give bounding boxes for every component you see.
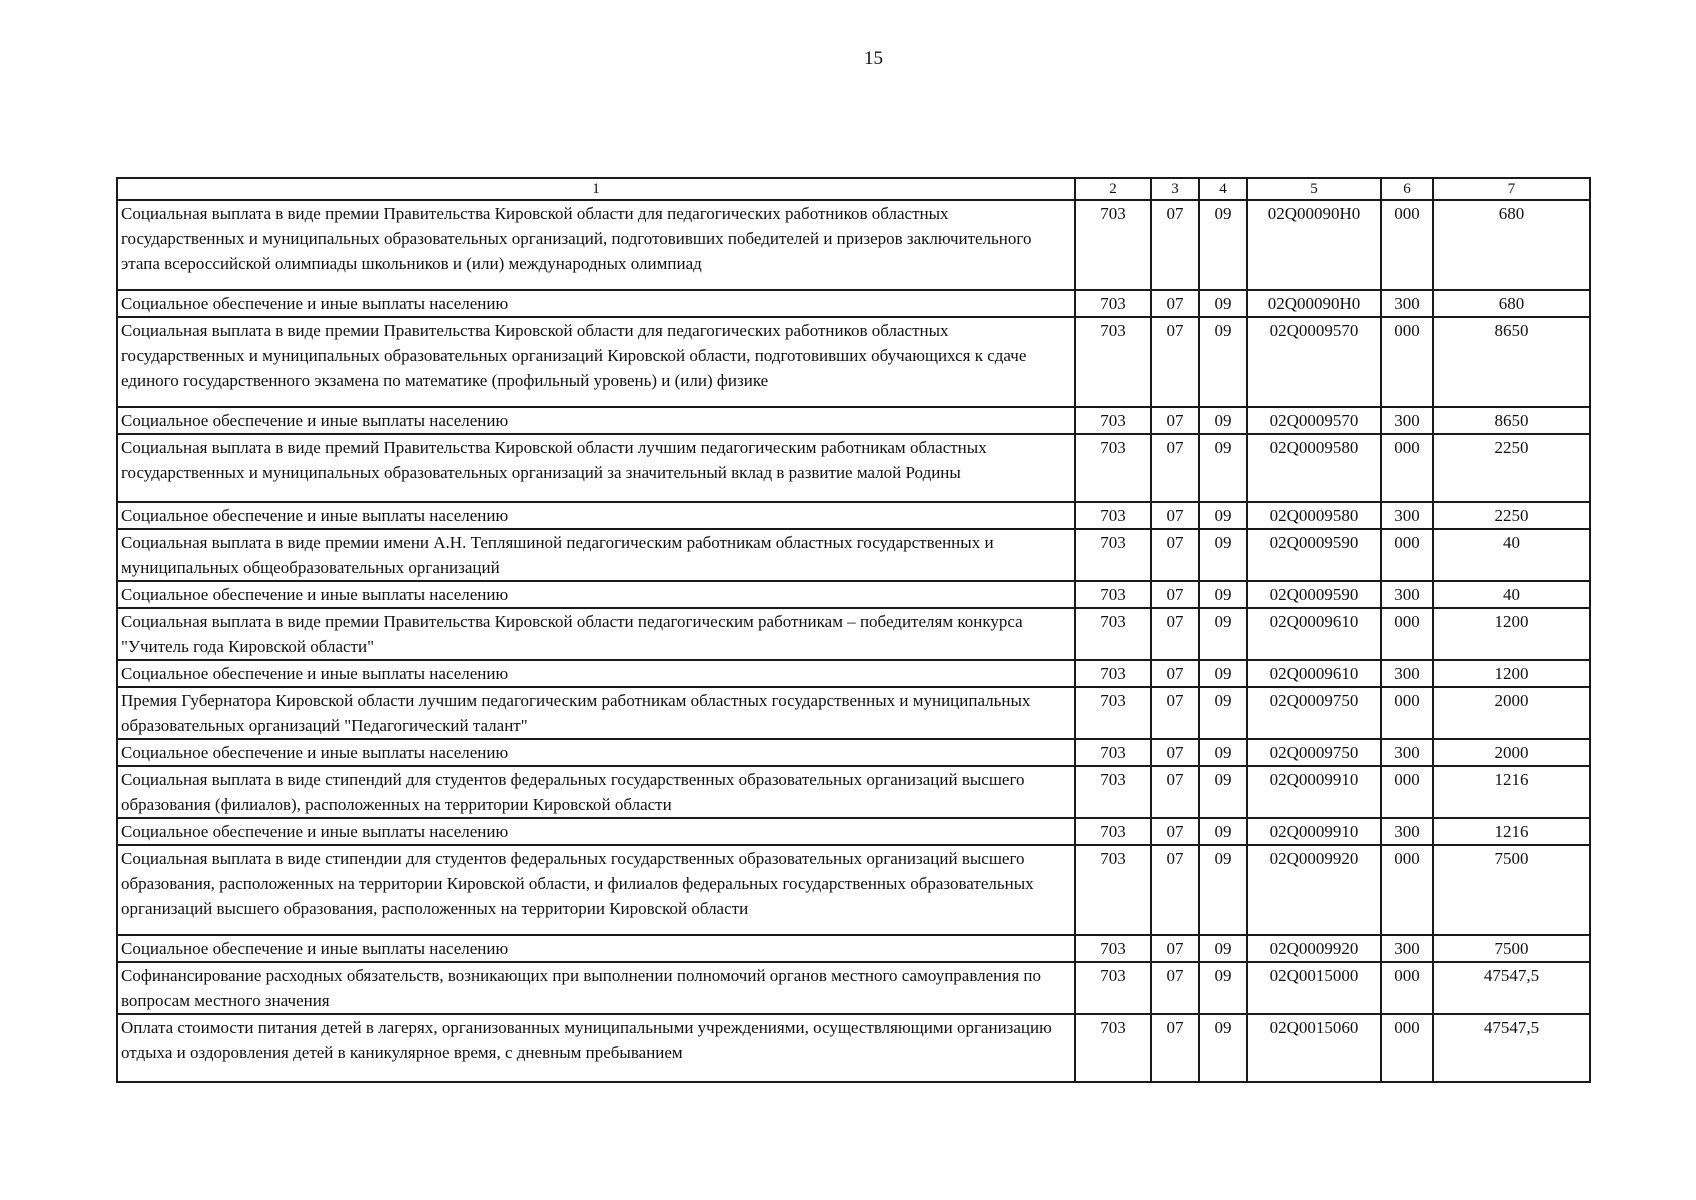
cell-name: Социальная выплата в виде стипендий для студентов федеральных государственных образовательных организаций высшего образования (филиалов), расположенных на территории Кировской области (117, 766, 1075, 818)
table-row (117, 739, 1590, 766)
cell-amount: 7500 (1433, 935, 1590, 962)
table-row (117, 608, 1590, 660)
cell-subsection: 09 (1199, 935, 1247, 962)
cell-subsection: 09 (1199, 962, 1247, 1014)
table-row (117, 434, 1590, 502)
cell-section: 07 (1151, 502, 1199, 529)
table-row (117, 290, 1590, 317)
cell-subsection: 09 (1199, 687, 1247, 739)
cell-section: 07 (1151, 935, 1199, 962)
cell-target-article: 02Q0015000 (1247, 962, 1381, 1014)
cell-name: Социальное обеспечение и иные выплаты населению (117, 407, 1075, 434)
cell-name: Социальное обеспечение и иные выплаты населению (117, 739, 1075, 766)
cell-subsection: 09 (1199, 660, 1247, 687)
cell-expense-type: 000 (1381, 962, 1433, 1014)
table-row (117, 581, 1590, 608)
table-row (117, 502, 1590, 529)
table-body (117, 200, 1590, 1082)
cell-grbs: 703 (1075, 1014, 1151, 1082)
cell-expense-type: 000 (1381, 200, 1433, 290)
cell-expense-type: 000 (1381, 845, 1433, 935)
table-header-row (117, 178, 1590, 200)
cell-amount: 2000 (1433, 687, 1590, 739)
cell-grbs: 703 (1075, 935, 1151, 962)
cell-subsection: 09 (1199, 1014, 1247, 1082)
cell-name: Оплата стоимости питания детей в лагерях, организованных муниципальными учреждениями, осуществляющими организацию отдыха и оздоровления детей в каникулярное время, с дневным пребыванием (117, 1014, 1075, 1082)
cell-expense-type: 000 (1381, 529, 1433, 581)
cell-expense-type: 300 (1381, 660, 1433, 687)
cell-target-article: 02Q0009590 (1247, 581, 1381, 608)
cell-name: Социальное обеспечение и иные выплаты населению (117, 660, 1075, 687)
cell-grbs: 703 (1075, 739, 1151, 766)
cell-subsection: 09 (1199, 581, 1247, 608)
cell-subsection: 09 (1199, 608, 1247, 660)
cell-section: 07 (1151, 766, 1199, 818)
cell-grbs: 703 (1075, 407, 1151, 434)
cell-target-article: 02Q0009910 (1247, 766, 1381, 818)
cell-amount: 8650 (1433, 317, 1590, 407)
cell-subsection: 09 (1199, 845, 1247, 935)
cell-target-article: 02Q00090H0 (1247, 200, 1381, 290)
table-row (117, 962, 1590, 1014)
cell-section: 07 (1151, 818, 1199, 845)
cell-subsection: 09 (1199, 766, 1247, 818)
cell-name: Социальная выплата в виде стипендии для студентов федеральных государственных образовательных организаций высшего образования, расположенных на территории Кировской области, и филиалов федеральных государственных образовательных организаций высшего образования, расположенных на территории Кировской области (117, 845, 1075, 935)
cell-expense-type: 000 (1381, 434, 1433, 502)
cell-target-article: 02Q0009610 (1247, 660, 1381, 687)
cell-amount: 2250 (1433, 434, 1590, 502)
cell-section: 07 (1151, 739, 1199, 766)
cell-grbs: 703 (1075, 818, 1151, 845)
cell-target-article: 02Q0009750 (1247, 687, 1381, 739)
cell-expense-type: 000 (1381, 317, 1433, 407)
cell-section: 07 (1151, 581, 1199, 608)
cell-target-article: 02Q00090H0 (1247, 290, 1381, 317)
cell-expense-type: 000 (1381, 1014, 1433, 1082)
cell-section: 07 (1151, 200, 1199, 290)
column-header-grbs: 2 (1075, 178, 1151, 200)
cell-name: Софинансирование расходных обязательств, возникающих при выполнении полномочий органов местного самоуправления по вопросам местного значения (117, 962, 1075, 1014)
cell-subsection: 09 (1199, 502, 1247, 529)
cell-target-article: 02Q0009920 (1247, 935, 1381, 962)
cell-section: 07 (1151, 290, 1199, 317)
cell-amount: 47547,5 (1433, 962, 1590, 1014)
cell-target-article: 02Q0009910 (1247, 818, 1381, 845)
table-row (117, 935, 1590, 962)
cell-expense-type: 300 (1381, 818, 1433, 845)
cell-section: 07 (1151, 660, 1199, 687)
cell-subsection: 09 (1199, 818, 1247, 845)
cell-expense-type: 300 (1381, 407, 1433, 434)
cell-expense-type: 300 (1381, 290, 1433, 317)
cell-section: 07 (1151, 608, 1199, 660)
cell-expense-type: 300 (1381, 502, 1433, 529)
cell-target-article: 02Q0009590 (1247, 529, 1381, 581)
cell-amount: 47547,5 (1433, 1014, 1590, 1082)
cell-amount: 680 (1433, 290, 1590, 317)
cell-section: 07 (1151, 317, 1199, 407)
cell-target-article: 02Q0009580 (1247, 502, 1381, 529)
table-row (117, 687, 1590, 739)
cell-amount: 680 (1433, 200, 1590, 290)
cell-grbs: 703 (1075, 502, 1151, 529)
cell-target-article: 02Q0009570 (1247, 317, 1381, 407)
cell-grbs: 703 (1075, 317, 1151, 407)
budget-table (116, 177, 1591, 1083)
table-row (117, 407, 1590, 434)
cell-subsection: 09 (1199, 317, 1247, 407)
cell-section: 07 (1151, 687, 1199, 739)
cell-name: Социальная выплата в виде премии Правительства Кировской области для педагогических работников областных государственных и муниципальных образовательных организаций Кировской области, подготовивших обучающихся к сдаче единого государственного экзамена по математике (профильный уровень) и (или) физике (117, 317, 1075, 407)
cell-expense-type: 000 (1381, 687, 1433, 739)
cell-amount: 7500 (1433, 845, 1590, 935)
cell-amount: 8650 (1433, 407, 1590, 434)
cell-amount: 2000 (1433, 739, 1590, 766)
cell-amount: 40 (1433, 529, 1590, 581)
cell-target-article: 02Q0009580 (1247, 434, 1381, 502)
cell-amount: 1216 (1433, 818, 1590, 845)
cell-expense-type: 300 (1381, 581, 1433, 608)
table-row (117, 1014, 1590, 1082)
cell-subsection: 09 (1199, 200, 1247, 290)
cell-section: 07 (1151, 1014, 1199, 1082)
column-header-amount: 7 (1433, 178, 1590, 200)
column-header-name: 1 (117, 178, 1075, 200)
cell-subsection: 09 (1199, 290, 1247, 317)
cell-name: Социальная выплата в виде премии Правительства Кировской области для педагогических работников областных государственных и муниципальных образовательных организаций, подготовивших победителей и призеров заключительного этапа всероссийской олимпиады школьников и (или) международных олимпиад (117, 200, 1075, 290)
cell-grbs: 703 (1075, 290, 1151, 317)
cell-grbs: 703 (1075, 581, 1151, 608)
cell-section: 07 (1151, 845, 1199, 935)
cell-name: Социальная выплата в виде премий Правительства Кировской области лучшим педагогическим работникам областных государственных и муниципальных образовательных организаций за значительный вклад в развитие малой Родины (117, 434, 1075, 502)
cell-amount: 1200 (1433, 660, 1590, 687)
column-header-target-article: 5 (1247, 178, 1381, 200)
cell-expense-type: 000 (1381, 608, 1433, 660)
cell-expense-type: 000 (1381, 766, 1433, 818)
cell-subsection: 09 (1199, 434, 1247, 502)
table-row (117, 818, 1590, 845)
table-row (117, 766, 1590, 818)
cell-grbs: 703 (1075, 845, 1151, 935)
cell-section: 07 (1151, 407, 1199, 434)
cell-subsection: 09 (1199, 739, 1247, 766)
cell-target-article: 02Q0009920 (1247, 845, 1381, 935)
cell-name: Социальное обеспечение и иные выплаты населению (117, 818, 1075, 845)
cell-section: 07 (1151, 529, 1199, 581)
cell-target-article: 02Q0009570 (1247, 407, 1381, 434)
cell-amount: 40 (1433, 581, 1590, 608)
cell-name: Социальная выплата в виде премии имени А.Н. Тепляшиной педагогическим работникам областных государственных и муниципальных общеобразовательных организаций (117, 529, 1075, 581)
cell-grbs: 703 (1075, 687, 1151, 739)
cell-subsection: 09 (1199, 529, 1247, 581)
cell-name: Премия Губернатора Кировской области лучшим педагогическим работникам областных государственных и муниципальных образовательных организаций "Педагогический талант" (117, 687, 1075, 739)
cell-section: 07 (1151, 962, 1199, 1014)
cell-name: Социальное обеспечение и иные выплаты населению (117, 290, 1075, 317)
cell-amount: 2250 (1433, 502, 1590, 529)
table-row (117, 845, 1590, 935)
cell-grbs: 703 (1075, 766, 1151, 818)
cell-name: Социальное обеспечение и иные выплаты населению (117, 581, 1075, 608)
cell-grbs: 703 (1075, 529, 1151, 581)
cell-target-article: 02Q0009610 (1247, 608, 1381, 660)
cell-expense-type: 300 (1381, 739, 1433, 766)
page-number: 15 (864, 48, 883, 69)
cell-grbs: 703 (1075, 962, 1151, 1014)
cell-amount: 1200 (1433, 608, 1590, 660)
table-row (117, 317, 1590, 407)
cell-grbs: 703 (1075, 660, 1151, 687)
cell-target-article: 02Q0009750 (1247, 739, 1381, 766)
table-row (117, 200, 1590, 290)
cell-section: 07 (1151, 434, 1199, 502)
cell-amount: 1216 (1433, 766, 1590, 818)
table-row (117, 529, 1590, 581)
cell-name: Социальная выплата в виде премии Правительства Кировской области педагогическим работникам – победителям конкурса "Учитель года Кировской области" (117, 608, 1075, 660)
cell-grbs: 703 (1075, 608, 1151, 660)
cell-target-article: 02Q0015060 (1247, 1014, 1381, 1082)
cell-subsection: 09 (1199, 407, 1247, 434)
table-row (117, 660, 1590, 687)
cell-name: Социальное обеспечение и иные выплаты населению (117, 935, 1075, 962)
cell-grbs: 703 (1075, 200, 1151, 290)
cell-expense-type: 300 (1381, 935, 1433, 962)
column-header-expense-type: 6 (1381, 178, 1433, 200)
cell-name: Социальное обеспечение и иные выплаты населению (117, 502, 1075, 529)
column-header-subsection: 4 (1199, 178, 1247, 200)
column-header-section: 3 (1151, 178, 1199, 200)
cell-grbs: 703 (1075, 434, 1151, 502)
